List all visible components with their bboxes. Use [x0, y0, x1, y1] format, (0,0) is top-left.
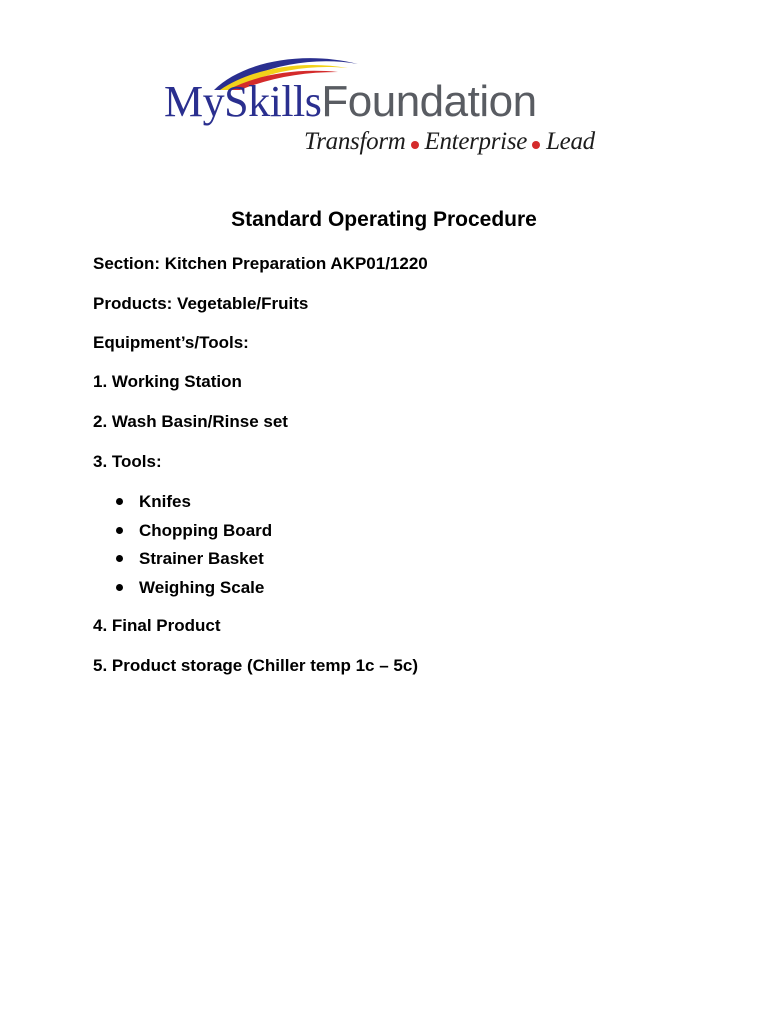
- item-working-station: 1. Working Station: [93, 372, 242, 391]
- list-item: [116, 548, 272, 577]
- tool-label: Weighing Scale: [139, 577, 265, 597]
- tools-list: [116, 491, 272, 605]
- item-product-storage: 5. Product storage (Chiller temp 1c – 5c): [93, 656, 418, 675]
- logo-tagline: [304, 128, 595, 156]
- logo-wordmark: [164, 78, 537, 126]
- bullet-icon: [116, 498, 123, 505]
- tool-label: Knifes: [139, 492, 191, 511]
- section-line: Section: Kitchen Preparation AKP01/1220: [93, 254, 428, 273]
- tagline-lead: Lead: [546, 128, 595, 155]
- item-tools: 3. Tools:: [93, 452, 162, 471]
- bullet-icon: [116, 555, 123, 562]
- tool-label: Chopping Board: [139, 520, 273, 540]
- red-dot-icon: [532, 141, 540, 149]
- list-item: [116, 577, 272, 606]
- products-line: Products: Vegetable/Fruits: [93, 294, 309, 313]
- item-final-product: 4. Final Product: [93, 616, 221, 635]
- bullet-icon: [116, 584, 123, 591]
- list-item: [116, 491, 272, 520]
- logo-myskills: MySkills: [164, 77, 322, 126]
- list-item: [116, 520, 272, 549]
- tagline-enterprise: Enterprise: [424, 128, 528, 155]
- item-wash-basin: 2. Wash Basin/Rinse set: [93, 412, 288, 431]
- document-title: Standard Operating Procedure: [231, 208, 537, 231]
- myskills-foundation-logo: [162, 52, 612, 164]
- red-dot-icon: [411, 141, 419, 149]
- tool-label: Strainer Basket: [139, 549, 264, 568]
- equipment-heading: Equipment’s/Tools:: [93, 333, 249, 352]
- logo-foundation: Foundation: [321, 77, 537, 126]
- tagline-transform: Transform: [304, 128, 406, 155]
- bullet-icon: [116, 527, 123, 534]
